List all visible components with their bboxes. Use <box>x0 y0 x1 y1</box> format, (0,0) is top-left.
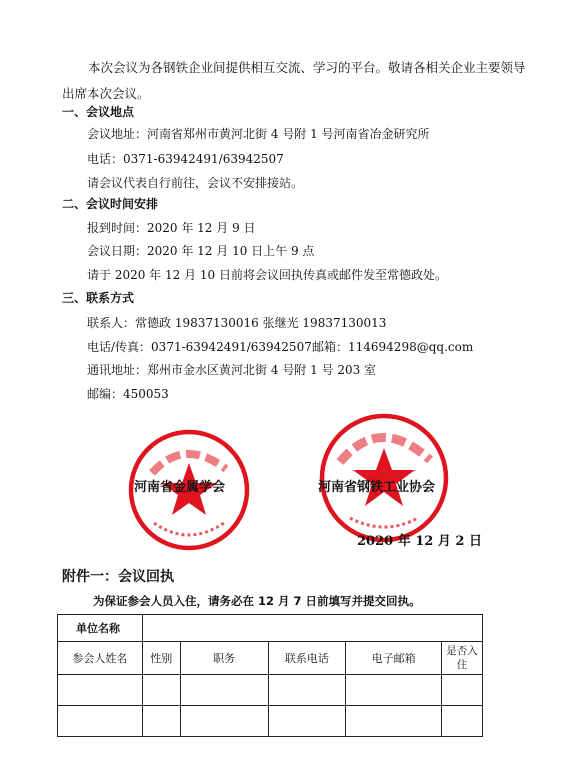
cell[interactable] <box>142 675 180 706</box>
cell[interactable] <box>346 706 442 737</box>
cell[interactable] <box>268 675 346 706</box>
cell[interactable] <box>58 675 143 706</box>
table-row <box>58 675 483 706</box>
col-header-email: 电子邮箱 <box>346 642 442 675</box>
col-header-name: 参会人姓名 <box>58 642 143 675</box>
table-header-row <box>58 642 483 675</box>
col-header-gender: 性别 <box>142 642 180 675</box>
contact-persons: 联系人：常德政 19837130016 张继光 19837130013 <box>87 316 387 330</box>
seal-left-text: 河南省金属学会 <box>134 480 226 495</box>
annex-title: 附件一：会议回执 <box>62 569 174 585</box>
cell[interactable] <box>180 675 268 706</box>
cell[interactable] <box>268 706 346 737</box>
unit-name-label: 单位名称 <box>58 615 143 642</box>
section-1-heading: 一、会议地点 <box>62 105 135 119</box>
checkin-time: 报到时间：2020 年 12 月 9 日 <box>87 221 256 235</box>
seal-right <box>314 408 454 548</box>
col-header-phone: 联系电话 <box>268 642 346 675</box>
meeting-phone: 电话：0371-63942491/63942507 <box>87 152 284 166</box>
cell[interactable] <box>180 706 268 737</box>
cell[interactable] <box>142 706 180 737</box>
cell[interactable] <box>58 706 143 737</box>
col-header-lodging: 是否入住 <box>442 642 483 675</box>
seal-right-text: 河南省钢铁工业协会 <box>318 480 436 495</box>
table-row <box>58 706 483 737</box>
mailing-address: 通讯地址：郑州市金水区黄河北街 4 号附 1 号 203 室 <box>87 363 377 377</box>
email-address: 邮箱：114694298@qq.com <box>312 340 474 354</box>
section-3-heading: 三、联系方式 <box>62 291 135 305</box>
transport-note: 请会议代表自行前往，会议不安排接站。 <box>87 176 304 190</box>
cell[interactable] <box>346 675 442 706</box>
postcode: 邮编：450053 <box>87 387 169 401</box>
fax-number: 电话/传真：0371-63942491/63942507 <box>87 340 312 354</box>
meeting-address: 会议地址：河南省郑州市黄河北街 4 号附 1 号河南省冶金研究所 <box>87 127 430 141</box>
unit-name-cell[interactable] <box>142 615 482 642</box>
annex-note: 为保证参会人员入住，请务必在 12 月 7 日前填写并提交回执。 <box>93 594 421 608</box>
seal-star-icon <box>353 448 415 506</box>
reply-deadline: 请于 2020 年 12 月 10 日前将会议回执传真或邮件发至常德政处。 <box>87 268 447 282</box>
reply-form-table <box>57 614 483 737</box>
issue-date: 2020 年 12 月 2 日 <box>357 534 482 549</box>
col-header-position: 职务 <box>180 642 268 675</box>
table-row <box>58 615 483 642</box>
intro-line-2: 出席本次会议。 <box>62 86 150 101</box>
cell[interactable] <box>442 675 483 706</box>
section-2-heading: 二、会议时间安排 <box>62 197 159 211</box>
meeting-date: 会议日期：2020 年 12 月 10 日上午 9 点 <box>87 244 315 258</box>
intro-line-1: 本次会议为各钢铁企业间提供相互交流、学习的平台。敬请各相关企业主要领导 <box>88 60 526 75</box>
cell[interactable] <box>442 706 483 737</box>
